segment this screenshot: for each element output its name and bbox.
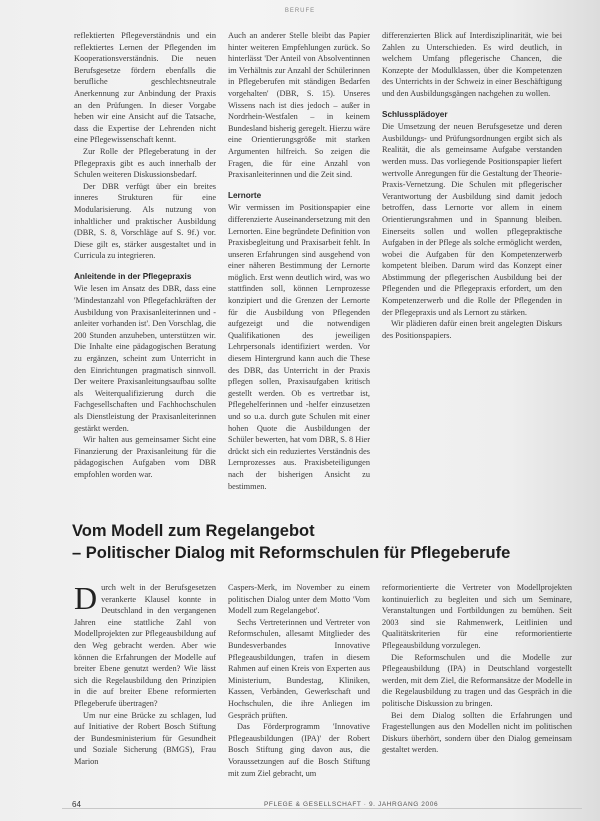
paragraph: Bei dem Dialog sollten die Erfahrungen und Fragestellungen aus den Modellen nicht im politischen Diskurs überhört, sondern über den Dialog gemeinsam gestaltet werden.: [382, 710, 572, 755]
drop-cap: D: [74, 580, 98, 616]
article-title-line-1: Vom Modell zum Regelangebot: [72, 522, 315, 540]
section-heading: Anleitende in der Pflegepraxis: [74, 271, 192, 281]
page-number: 64: [72, 800, 81, 809]
paragraph: Wir halten aus gemeinsamer Sicht eine Finanzierung der Praxisanleitung für die pädagogischen Aufgaben vom DBR empfohlen worden war.: [74, 435, 216, 479]
article-column-3: [382, 582, 572, 756]
footer-rule: [62, 808, 582, 809]
paragraph: Sechs Vertreterinnen und Vertreter von Reformschulen, allesamt Mitglieder des Bundesverbandes Innovative Pflegeausbildungen, trafen in diesem Rahmen auf einen Kreis von Experten aus Ministerium, Bundestag, Kliniken, Kassen, Verbänden, Gewerkschaft und Hochschulen, die ihre Anliegen im Gespräch prüften.: [228, 617, 370, 720]
paragraph: differenzierten Blick auf Interdisziplinarität, wie bei Zahlen zu Unterschieden. Es wird deutlich, in welchem Umfang pflegerische Chancen, die Konzepte der Modulklassen, über die Kompetenzen des Unterrichts in der Schweiz in einer Beschäftigung und den Ausbildungsgängen nachgehen zu wollen.: [382, 31, 562, 98]
paragraph: reformorientierte die Vertreter von Modellprojekten kontinuierlich zu begleiten und sich um Seminare, Veranstaltungen und Fortbildungen zu bemühen. Seit 2003 sind sie Rahmenwerk, Leitlinien und Qualitätskriterien für eine reformorientierte Pflegeausbildung vorzulegen.: [382, 583, 572, 650]
paragraph: [74, 582, 216, 710]
top-column-2: [228, 30, 370, 492]
paragraph: Die Umsetzung der neuen Berufsgesetze und deren Ausbildungs- und Prüfungsordnungen ergibt sich als Realität, die als gemeinsame Aufgabe verstanden werden muss. Das vorliegende Positionspapier liefert wertvolle Anregungen für die Gestaltung der Theorie-Praxis-Vernetzung. Die Schulen mit pflegerischer Verantwortung der Ausbildung sind damit jedoch betroffen, dass Lernorte vor allem in einem Orientierungsrahmen und in Spannung bleiben. Einerseits sollen und wollen pflegepraktische Aufgaben in der Pflege als solche ermöglicht werden, wobei die Aufgaben für den Kompetenzerwerb kompetent bleiben. Darum wird das Konzept einer Abstimmung der pflegerischen Ausbildung bei der Pflegenden und die Pflegepraxis erfordert, um den Kompetenzerwerb und die Rolle der Pflegenden in der Pflegepraxis und als Lernort zu stärken.: [382, 122, 562, 317]
paragraph: Die Reformschulen und die Modelle zur Pflegeausbildung (IPA) in Deutschland vorgestellt werden, mit dem Ziel, die Reformansätze der Modelle in die Regelausbildung zu tragen und das Gespräch in die politische Diskussion zu bringen.: [382, 652, 572, 708]
top-column-3: [382, 30, 562, 341]
top-column-1: [74, 30, 216, 481]
paragraph: Der DBR verfügt über ein breites inneres Strukturen für eine Modularisierung. Als nutzung von inhaltlicher und praktischer Ausbildung (DBR, S. 8, Vorschläge auf S. 9f.) vor. Diese gilt es, stärker ausgestaltet und in Curricula zu integrieren.: [74, 181, 216, 261]
paragraph: Wir plädieren dafür einen breit angelegten Diskurs des Positionspapiers.: [382, 319, 562, 340]
section-heading: Lernorte: [228, 190, 262, 200]
paragraph: reflektierten Pflegeverständnis und ein reflektiertes Lernen der Pflegenden im Kooperationsverständnis. Die neuen Berufsgesetze fördern ebenfalls die berufliche geschlechtsneutrale Anerkennung zur Anbindung der Praxis an den Prüfungen. In dieser Vorgabe heben wir eine Ansicht auf die Tatsache, dass die Expertise der Lehrenden nicht eine Pflegewissenschaft kennt.: [74, 31, 216, 145]
paragraph: Auch an anderer Stelle bleibt das Papier hinter weiteren Empfehlungen zurück. So hinterlässt 'Der Anteil von Absolventinnen im Verhältnis zur Anzahl der Schülerinnen in Pflegeberufen mit ständigen Bedarfen vorgehalten' (DBR, S. 15). Unseres Wissens nach ist dies jedoch – außer in Nordrhein-Westfalen – in keinem Bundesland bisherig geregelt. Hierzu wäre eine Orientierungsgröße mit starken Argumenten hilfreich. So zeigen die Fragen, die für eine Anzahl von Praxisanleiterinnen und die Zeit sind.: [228, 31, 370, 180]
paragraph: Um nur eine Brücke zu schlagen, lud auf Initiative der Robert Bosch Stiftung der Bundesministerium für Gesundheit und Soziale Sicherung (BMGS), Frau Marion: [74, 710, 216, 766]
paragraph: Wir vermissen im Positionspapier eine differenzierte Auseinandersetzung mit den Lernorten. Eine begründete Definition von Praxisbegleitung und Praxisarbeit fehlt. In unseren Erfahrungen sind ausgehend von einer näheren Bestimmung der Lernorte möglich. Erst wenn deutlich wird, was wo stattfinden soll, können Lernprozesse konzipiert und die Grenzen der Lernorte für die Ausbildung von Pflegenden aufgezeigt und die notwendigen Qualifikationen des jeweiligen Lehrpersonals identifiziert werden. Vor diesem Hintergrund kann auch die These des DBR, das Unterricht in der Praxis pflegen sollen, Praxisaufgaben kritisch gestellt werden. Ob es vertretbar ist, Pflegehelferinnen und -helfer einzusetzen und so u.a. durch gute Schulen mit einer hohen Quote die Ausbildungen der Schüler bewerten, hat vom DBR, S. 8 Hier drückt sich ein reduziertes Verständnis des Lernprozesses aus. Praxisbeteiligungen nach der bisherigen Ansicht zu bestimmen.: [228, 203, 370, 491]
paragraph: Wie lesen im Ansatz des DBR, dass eine 'Mindestanzahl von Pflegefachkräften der Ausbildung von Praxisanleiterinnen und -anleiter vorhanden ist'. Den Vorschlag, die 200 Stunden anzuheben, unterstützen wir. Die Inhalte eine pädagogischen Beratung zu ergänzen, scheint zum Unterricht in den Einrichtungen pragmatisch sinnvoll. Der weitere Praxisanleitungsaufbau sollte als Weiterqualifizierung durch die Fachgesellschaften und Fachhochschulen als Dienstleistung der Praxisanleiterinnen gestärkt werden.: [74, 284, 216, 433]
running-head: BERUFE: [284, 8, 316, 14]
article-title-line-2: – Politischer Dialog mit Reformschulen für Pflegeberufe: [72, 544, 511, 562]
article-column-1: [74, 582, 216, 768]
paragraph: Caspers-Merk, im November zu einem politischen Dialog unter dem Motto 'Vom Modell zum Regelangebot'.: [228, 583, 370, 616]
paragraph: Das Förderprogramm 'Innovative Pflegeausbildungen (IPA)' der Robert Bosch Stiftung ging davon aus, die Voraussetzungen auf die Bosch Stiftung mit zum Ziel gebracht, um: [228, 722, 370, 778]
section-heading: Schlussplädoyer: [382, 109, 448, 119]
article-title: [72, 520, 582, 564]
article-column-2: [228, 582, 370, 779]
paragraph-text: urch welt in der Berufsgesetzen verankerte Klausel konnte in Deutschland in den vergangenen Jahren eine stattliche Zahl von Modellprojekten zur Pflegeausbildung auf den Weg gebracht werden. Aber wie können die Erfahrungen der Modelle auf breiter Ebene genutzt werden? Wie lässt sich die Regelausbildung den Prinzipien in die auf breiter Ebene reformierten Pflegeberufe übertragen?: [74, 583, 216, 708]
footer-publication: PFLEGE & GESELLSCHAFT · 9. JAHRGANG 2006: [264, 801, 439, 808]
paragraph: Zur Rolle der Pflegeberatung in der Pflegepraxis gibt es auch innerhalb der Schulen weiteren Diskussionsbedarf.: [74, 146, 216, 180]
